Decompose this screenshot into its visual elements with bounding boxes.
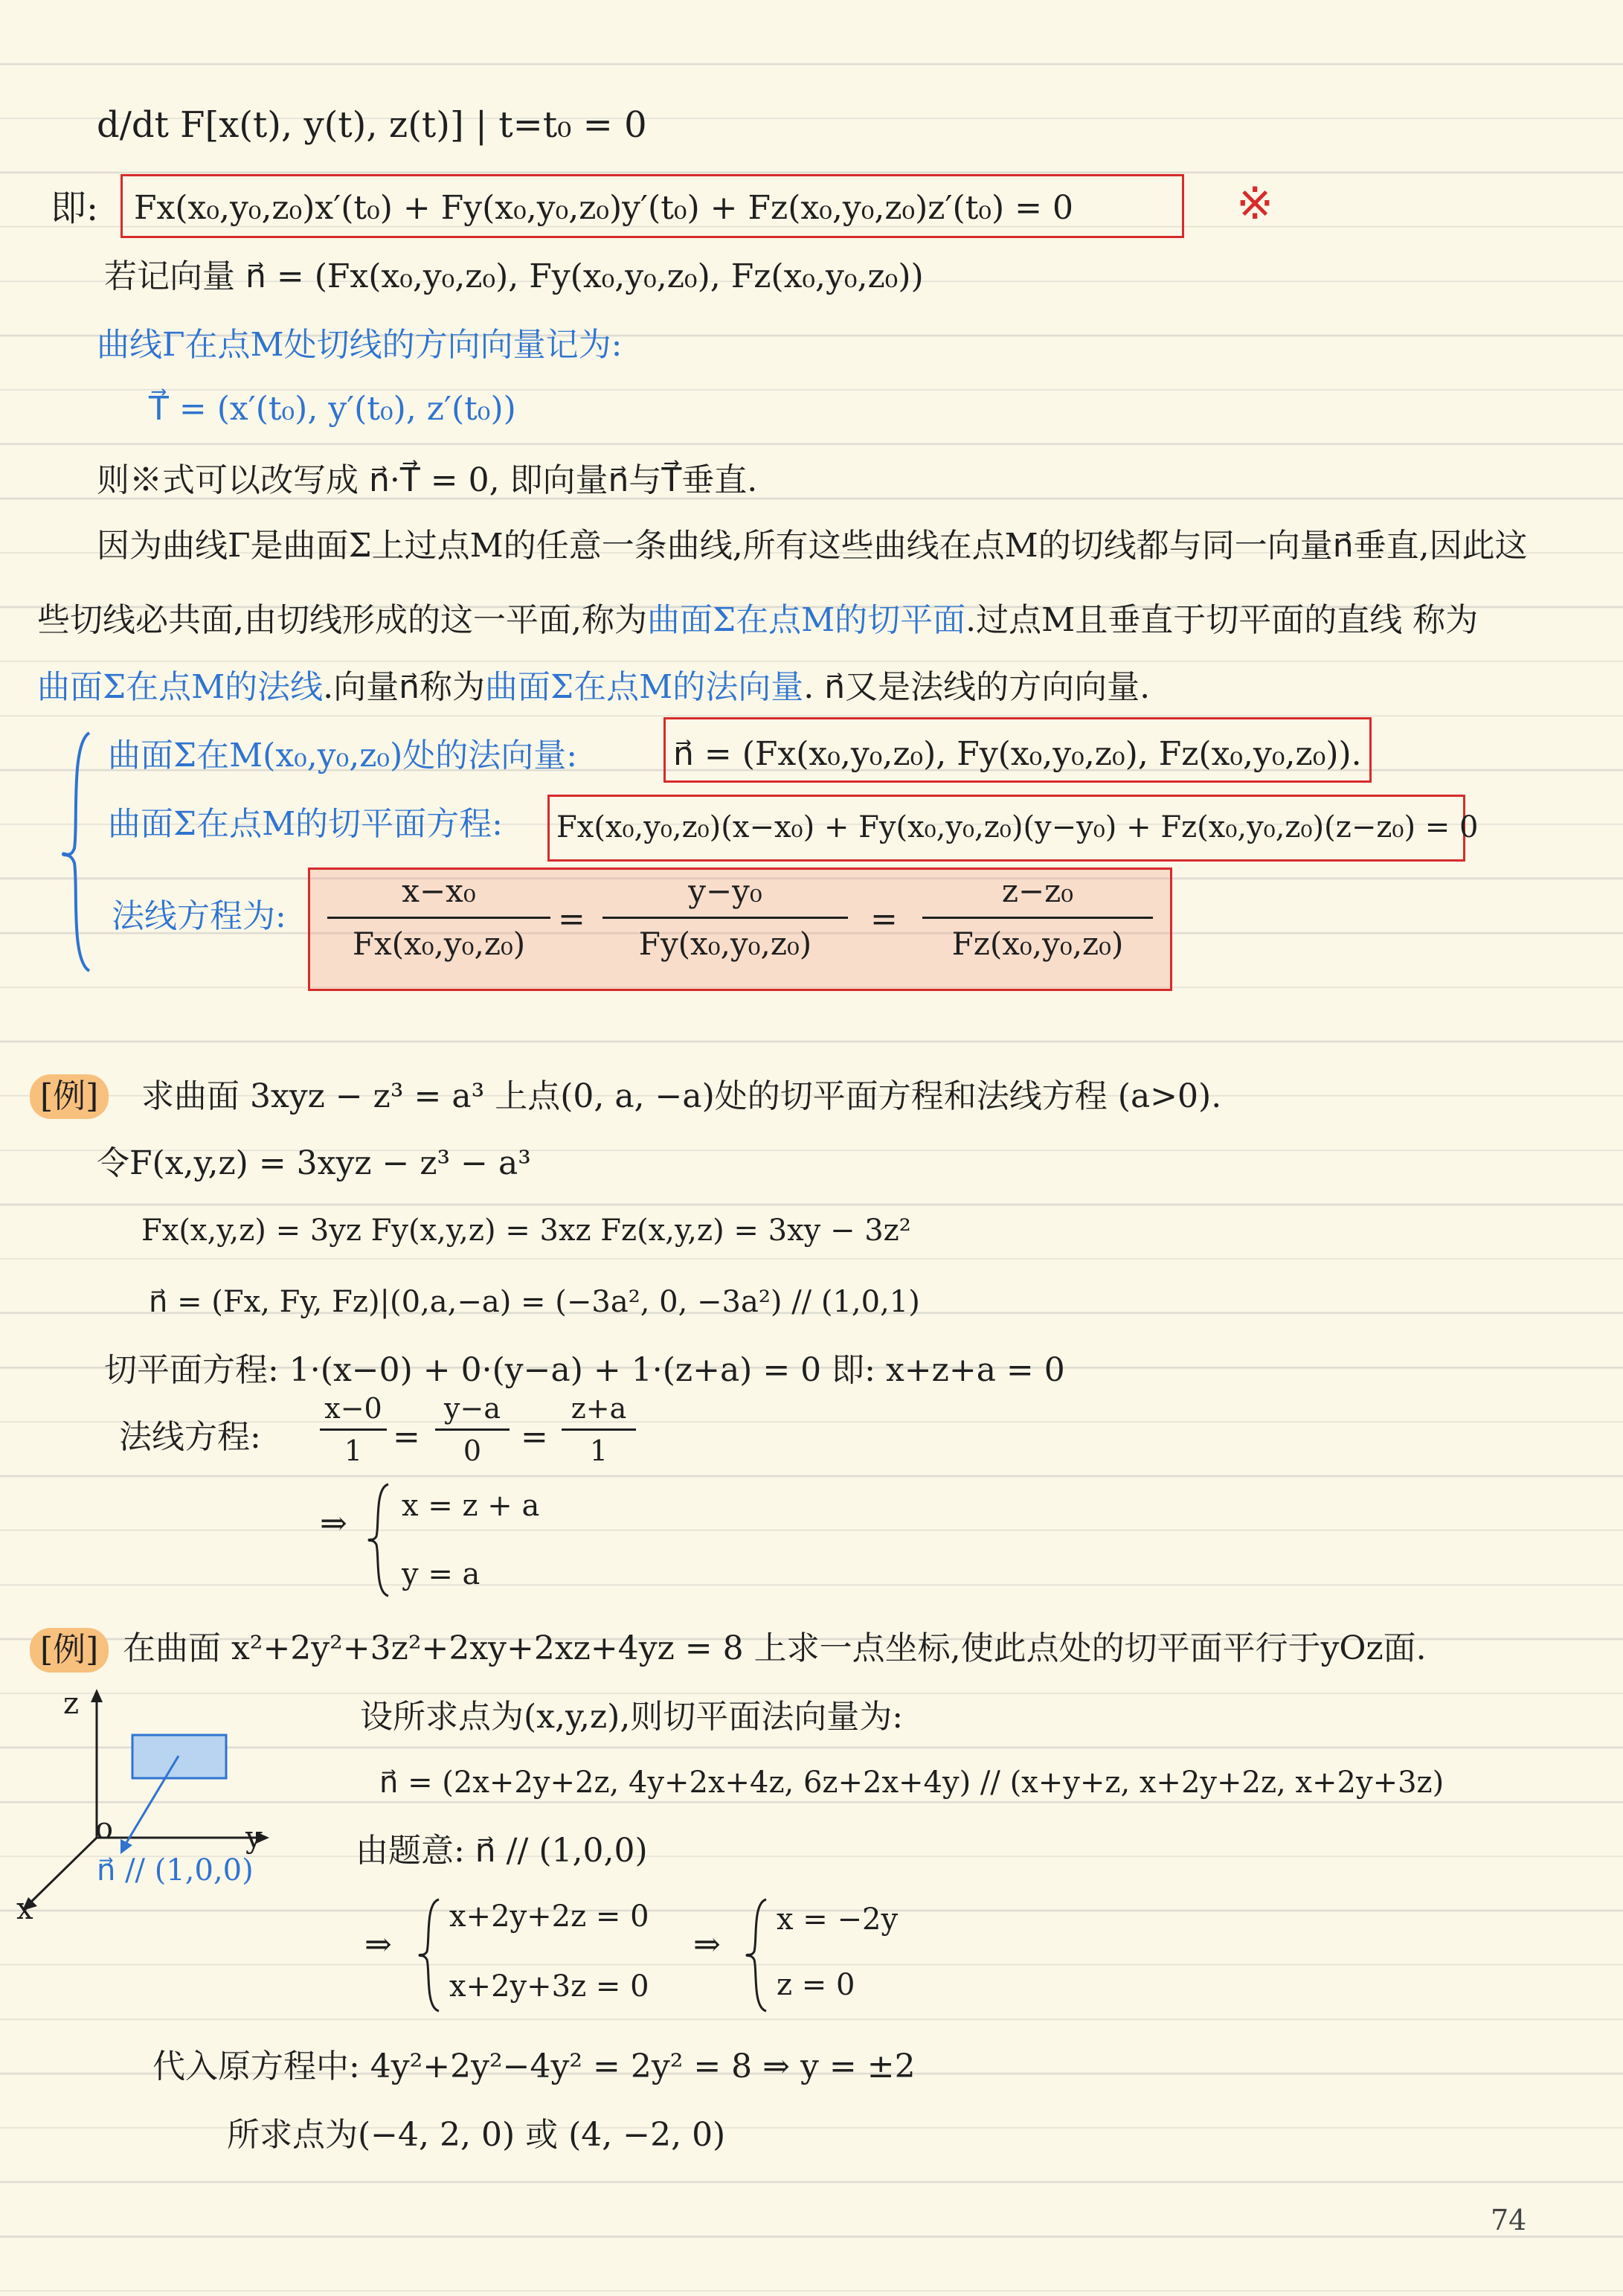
origin-label: o <box>95 1812 114 1846</box>
ex1-fraction-z <box>562 1391 636 1468</box>
ex2-system-a-brace <box>417 1896 446 2015</box>
normal-line-term: 曲面Σ在点M的法线 <box>37 668 324 706</box>
curve-direction-text: 曲线Γ在点M处切线的方向向量记为: <box>97 326 623 364</box>
ex1-implies: ⇒ <box>320 1504 347 1542</box>
ex1-system-eq-1: x = z + a <box>402 1489 540 1523</box>
fraction-z-numerator: z−z₀ <box>1001 873 1074 909</box>
ex1-equals-1: = <box>393 1418 420 1456</box>
ex2-implies-2: ⇒ <box>693 1925 721 1963</box>
page-number: 74 <box>1491 2204 1527 2236</box>
equals-sign-2: = <box>870 900 898 938</box>
fraction-y-numerator: y−y₀ <box>688 873 762 909</box>
normal-line-label: 法线方程为: <box>112 897 286 935</box>
figure-normal-label: n⃗ // (1,0,0) <box>97 1853 254 1888</box>
ex2-implies-1: ⇒ <box>364 1925 392 1963</box>
example-2-substitute: 代入原方程中: 4y²+2y²−4y² = 2y² = 8 ⇒ y = ±2 <box>152 2048 916 2085</box>
example-1-normal-line-label: 法线方程: <box>119 1418 261 1456</box>
vector-n-definition: 若记向量 n⃗ = (Fx(x₀,y₀,z₀), Fy(x₀,y₀,z₀), Fz(x₀,y₀,z₀)) <box>104 257 924 295</box>
fraction-bar <box>320 1428 387 1431</box>
star-mark: ※ <box>1236 178 1274 230</box>
fraction-bar <box>922 917 1153 919</box>
ex2-system-a-eq-1: x+2y+2z = 0 <box>449 1899 649 1934</box>
para-2-c: .过点M且垂直于切平面的直线 称为 <box>965 601 1479 639</box>
ex1-fraction-y <box>435 1391 510 1468</box>
derivative-equation: d/dt F[x(t), y(t), z(t)] | t=t₀ = 0 <box>97 104 647 146</box>
normal-vector-formula: n⃗ = (Fx(x₀,y₀,z₀), Fy(x₀,y₀,z₀), Fz(x₀,y₀,z₀)). <box>673 735 1362 773</box>
ex2-system-a-eq-2: x+2y+3z = 0 <box>449 1969 649 2004</box>
example-2-normal-vector: n⃗ = (2x+2y+2z, 4y+2x+4z, 6z+2x+4y) // (x+y+z, x+2y+2z, x+2y+3z) <box>379 1766 1444 1800</box>
example-2-tag: [例] <box>30 1628 109 1673</box>
equals-sign-1: = <box>558 900 585 938</box>
ex1-fraction-x <box>320 1391 387 1468</box>
example-1-normal-vector: n⃗ = (Fx, Fy, Fz)|(0,a,−a) = (−3a², 0, −3a²) // (1,0,1) <box>149 1285 920 1319</box>
paragraph-line-1: 因为曲线Γ是曲面Σ上过点M的任意一条曲线,所有这些曲线在点M的切线都与同一向量n⃗垂直,因此这 <box>97 527 1528 565</box>
ji-prefix: 即: <box>51 187 99 229</box>
fraction-z-denominator: Fz(x₀,y₀,z₀) <box>951 926 1124 962</box>
example-1-tangent-plane: 切平面方程: 1·(x−0) + 0·(y−a) + 1·(z+a) = 0 即: x+z+a = 0 <box>104 1351 1065 1389</box>
fraction-z <box>922 869 1153 966</box>
ex1-fraction-z-denominator: 1 <box>589 1434 608 1467</box>
ex1-equals-2: = <box>521 1418 548 1456</box>
ex2-system-b-eq-1: x = −2y <box>777 1902 899 1937</box>
paragraph-line-2 <box>37 594 1478 647</box>
example-1-tag: [例] <box>30 1074 109 1119</box>
fraction-y-denominator: Fy(x₀,y₀,z₀) <box>638 926 812 962</box>
normal-vector-label: 曲面Σ在M(x₀,y₀,z₀)处的法向量: <box>108 737 578 775</box>
fraction-bar <box>562 1428 636 1431</box>
para-3-d: . n⃗又是法线的方向向量. <box>803 668 1151 706</box>
example-2-answer: 所求点为(−4, 2, 0) 或 (4, −2, 0) <box>227 2116 726 2154</box>
axis-z-label: z <box>63 1687 80 1721</box>
para-2-a: 些切线必共面,由切线形成的这一平面,称为 <box>37 601 647 639</box>
x-axis <box>28 1838 97 1905</box>
ex1-fraction-y-denominator: 0 <box>463 1434 482 1467</box>
paragraph-line-3 <box>37 661 1150 714</box>
example-2-question: 在曲面 x²+2y²+3z²+2xy+2xz+4yz = 8 上求一点坐标,使此点处的切平面平行于yOz面. <box>123 1629 1427 1667</box>
perpendicular-text: 则※式可以改写成 n⃗·T⃗ = 0, 即向量n⃗与T⃗垂直. <box>97 461 758 499</box>
fraction-bar <box>327 917 550 919</box>
fraction-x-denominator: Fx(x₀,y₀,z₀) <box>352 926 526 962</box>
fraction-x <box>327 869 550 966</box>
fraction-bar <box>435 1428 510 1431</box>
example-2-setup: 设所求点为(x,y,z),则切平面法向量为: <box>360 1698 904 1736</box>
left-brace <box>60 729 104 975</box>
ex2-system-b-eq-2: z = 0 <box>777 1968 855 2002</box>
tangent-plane-formula: Fx(x₀,y₀,z₀)(x−x₀) + Fy(x₀,y₀,z₀)(y−y₀) + Fz(x₀,y₀,z₀)(z−z₀) = 0 <box>556 810 1479 844</box>
tangent-plane-term: 曲面Σ在点M的切平面 <box>646 601 966 639</box>
example-2-given: 由题意: n⃗ // (1,0,0) <box>356 1832 648 1870</box>
axis-y-label: y <box>245 1821 263 1855</box>
ex1-fraction-x-numerator: x−0 <box>324 1392 382 1425</box>
para-3-b: .向量n⃗称为 <box>323 668 486 706</box>
axis-x-label: x <box>16 1892 33 1926</box>
normal-vector-term: 曲面Σ在点M的法向量 <box>485 668 804 706</box>
vector-t-definition: T⃗ = (x′(t₀), y′(t₀), z′(t₀)) <box>149 390 516 428</box>
tangent-plane-label: 曲面Σ在点M的切平面方程: <box>108 805 503 843</box>
example-1-question: 求曲面 3xyz − z³ = a³ 上点(0, a, −a)处的切平面方程和法线方程 (a>0). <box>141 1077 1222 1115</box>
ex1-fraction-x-denominator: 1 <box>344 1434 363 1467</box>
chain-rule-formula: Fx(x₀,y₀,z₀)x′(t₀) + Fy(x₀,y₀,z₀)y′(t₀) + Fz(x₀,y₀,z₀)z′(t₀) = 0 <box>134 189 1073 227</box>
ex2-system-b-brace <box>744 1896 774 2015</box>
example-1-partials: Fx(x,y,z) = 3yz Fy(x,y,z) = 3xz Fz(x,y,z) = 3xy − 3z² <box>141 1213 911 1248</box>
ex1-fraction-z-numerator: z+a <box>571 1392 627 1425</box>
ex1-system-brace <box>366 1481 396 1600</box>
fraction-y <box>602 869 848 966</box>
z-axis-arrow <box>91 1689 103 1702</box>
fraction-bar <box>602 917 848 919</box>
ex1-fraction-y-numerator: y−a <box>444 1392 501 1425</box>
fraction-x-numerator: x−x₀ <box>402 873 476 909</box>
example-1-let: 令F(x,y,z) = 3xyz − z³ − a³ <box>97 1144 531 1182</box>
ex1-system-eq-2: y = a <box>402 1557 481 1591</box>
